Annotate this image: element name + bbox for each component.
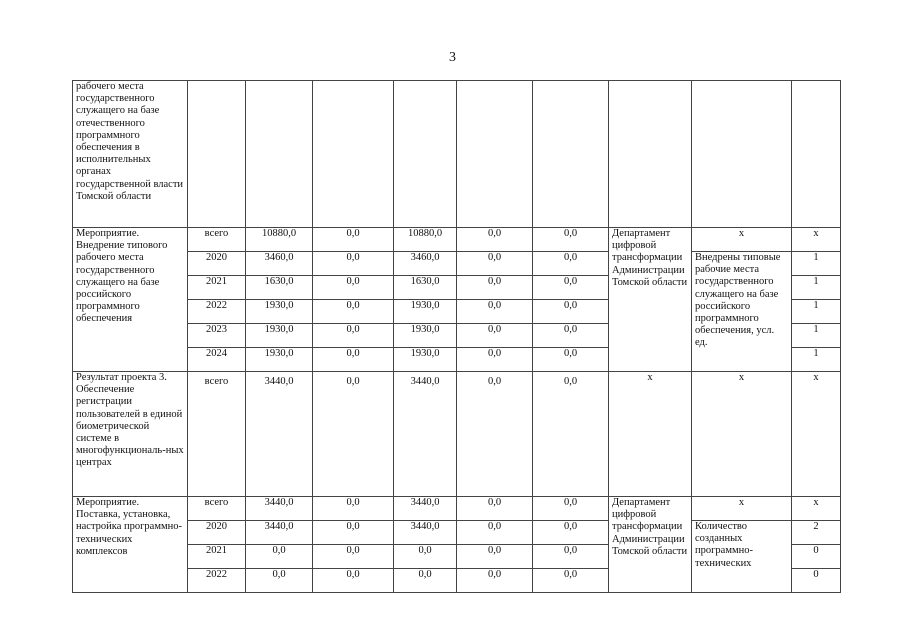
year-cell: 2020 bbox=[188, 521, 246, 545]
indicator-name-cell: х bbox=[692, 372, 792, 497]
regional-cell: 0,0 bbox=[394, 569, 457, 593]
empty-cell bbox=[188, 81, 246, 228]
local-cell: 0,0 bbox=[457, 228, 533, 252]
extra-cell: 0,0 bbox=[533, 276, 609, 300]
table-row bbox=[73, 521, 841, 545]
regional-cell: 3440,0 bbox=[394, 497, 457, 521]
local-cell: 0,0 bbox=[457, 348, 533, 372]
measure-name: Мероприятие. Внедрение типового рабочего места государственного служащего на базе российского программного обеспечения bbox=[73, 228, 188, 372]
indicator-value-cell: 0 bbox=[792, 569, 841, 593]
regional-cell: 3460,0 bbox=[394, 252, 457, 276]
federal-cell: 0,0 bbox=[313, 545, 394, 569]
federal-cell: 0,0 bbox=[313, 300, 394, 324]
executor-cell: х bbox=[609, 372, 692, 497]
empty-cell bbox=[313, 81, 394, 228]
total-cell: 3440,0 bbox=[246, 372, 313, 497]
indicator-value-cell: х bbox=[792, 228, 841, 252]
total-cell: 10880,0 bbox=[246, 228, 313, 252]
empty-cell bbox=[692, 81, 792, 228]
regional-cell: 3440,0 bbox=[394, 521, 457, 545]
year-cell: всего bbox=[188, 372, 246, 497]
federal-cell: 0,0 bbox=[313, 252, 394, 276]
indicator-value-cell: 1 bbox=[792, 252, 841, 276]
local-cell: 0,0 bbox=[457, 324, 533, 348]
table-row bbox=[73, 228, 841, 252]
executor-cell: Департамент цифровой трансформации Администрации Томской области bbox=[609, 228, 692, 372]
regional-cell: 1630,0 bbox=[394, 276, 457, 300]
year-cell: 2021 bbox=[188, 276, 246, 300]
indicator-value-cell: 2 bbox=[792, 521, 841, 545]
total-cell: 1930,0 bbox=[246, 348, 313, 372]
regional-cell: 3440,0 bbox=[394, 372, 457, 497]
indicator-value-cell: 1 bbox=[792, 324, 841, 348]
page-number: 3 bbox=[449, 50, 456, 65]
extra-cell: 0,0 bbox=[533, 252, 609, 276]
local-cell: 0,0 bbox=[457, 300, 533, 324]
extra-cell: 0,0 bbox=[533, 372, 609, 497]
indicator-value-cell: х bbox=[792, 372, 841, 497]
empty-cell bbox=[533, 81, 609, 228]
indicator-name-cell: Внедрены типовые рабочие места государственного служащего на базе российского программного обеспечения, усл. ед. bbox=[692, 252, 792, 372]
federal-cell: 0,0 bbox=[313, 228, 394, 252]
empty-cell bbox=[394, 81, 457, 228]
table-row bbox=[73, 372, 841, 497]
extra-cell: 0,0 bbox=[533, 324, 609, 348]
empty-cell bbox=[246, 81, 313, 228]
budget-table bbox=[72, 80, 841, 593]
regional-cell: 0,0 bbox=[394, 545, 457, 569]
regional-cell: 1930,0 bbox=[394, 348, 457, 372]
row-name: рабочего места государственного служащего на базе отечественного программного обеспечения в исполнительных органах государственной власти Томской области bbox=[73, 81, 188, 228]
empty-cell bbox=[609, 81, 692, 228]
indicator-name-cell: Количество созданных программно-технических bbox=[692, 521, 792, 593]
table-row bbox=[73, 81, 841, 228]
federal-cell: 0,0 bbox=[313, 497, 394, 521]
total-cell: 3440,0 bbox=[246, 497, 313, 521]
federal-cell: 0,0 bbox=[313, 324, 394, 348]
year-cell: 2024 bbox=[188, 348, 246, 372]
extra-cell: 0,0 bbox=[533, 569, 609, 593]
year-cell: 2020 bbox=[188, 252, 246, 276]
indicator-value-cell: 1 bbox=[792, 276, 841, 300]
total-cell: 1630,0 bbox=[246, 276, 313, 300]
local-cell: 0,0 bbox=[457, 545, 533, 569]
regional-cell: 10880,0 bbox=[394, 228, 457, 252]
extra-cell: 0,0 bbox=[533, 228, 609, 252]
federal-cell: 0,0 bbox=[313, 276, 394, 300]
table-row bbox=[73, 252, 841, 276]
total-cell: 0,0 bbox=[246, 545, 313, 569]
indicator-value-cell: х bbox=[792, 497, 841, 521]
federal-cell: 0,0 bbox=[313, 348, 394, 372]
year-cell: 2023 bbox=[188, 324, 246, 348]
extra-cell: 0,0 bbox=[533, 300, 609, 324]
year-cell: всего bbox=[188, 228, 246, 252]
executor-cell: Департамент цифровой трансформации Администрации Томской области bbox=[609, 497, 692, 593]
empty-cell bbox=[792, 81, 841, 228]
year-cell: 2022 bbox=[188, 569, 246, 593]
extra-cell: 0,0 bbox=[533, 348, 609, 372]
measure-name: Мероприятие. Поставка, установка, настройка программно-технических комплексов bbox=[73, 497, 188, 593]
local-cell: 0,0 bbox=[457, 569, 533, 593]
indicator-value-cell: 1 bbox=[792, 300, 841, 324]
extra-cell: 0,0 bbox=[533, 521, 609, 545]
local-cell: 0,0 bbox=[457, 276, 533, 300]
local-cell: 0,0 bbox=[457, 497, 533, 521]
year-cell: всего bbox=[188, 497, 246, 521]
federal-cell: 0,0 bbox=[313, 569, 394, 593]
empty-cell bbox=[457, 81, 533, 228]
table-row bbox=[73, 497, 841, 521]
local-cell: 0,0 bbox=[457, 252, 533, 276]
year-cell: 2021 bbox=[188, 545, 246, 569]
local-cell: 0,0 bbox=[457, 372, 533, 497]
indicator-value-cell: 0 bbox=[792, 545, 841, 569]
local-cell: 0,0 bbox=[457, 521, 533, 545]
total-cell: 0,0 bbox=[246, 569, 313, 593]
year-cell: 2022 bbox=[188, 300, 246, 324]
indicator-name-cell: х bbox=[692, 497, 792, 521]
extra-cell: 0,0 bbox=[533, 497, 609, 521]
total-cell: 1930,0 bbox=[246, 300, 313, 324]
total-cell: 3460,0 bbox=[246, 252, 313, 276]
indicator-name-cell: х bbox=[692, 228, 792, 252]
total-cell: 1930,0 bbox=[246, 324, 313, 348]
regional-cell: 1930,0 bbox=[394, 300, 457, 324]
federal-cell: 0,0 bbox=[313, 372, 394, 497]
regional-cell: 1930,0 bbox=[394, 324, 457, 348]
total-cell: 3440,0 bbox=[246, 521, 313, 545]
extra-cell: 0,0 bbox=[533, 545, 609, 569]
result-name: Результат проекта 3. Обеспечение регистрации пользователей в единой биометрической системе в многофункциональ-ных центрах bbox=[73, 372, 188, 497]
indicator-value-cell: 1 bbox=[792, 348, 841, 372]
federal-cell: 0,0 bbox=[313, 521, 394, 545]
